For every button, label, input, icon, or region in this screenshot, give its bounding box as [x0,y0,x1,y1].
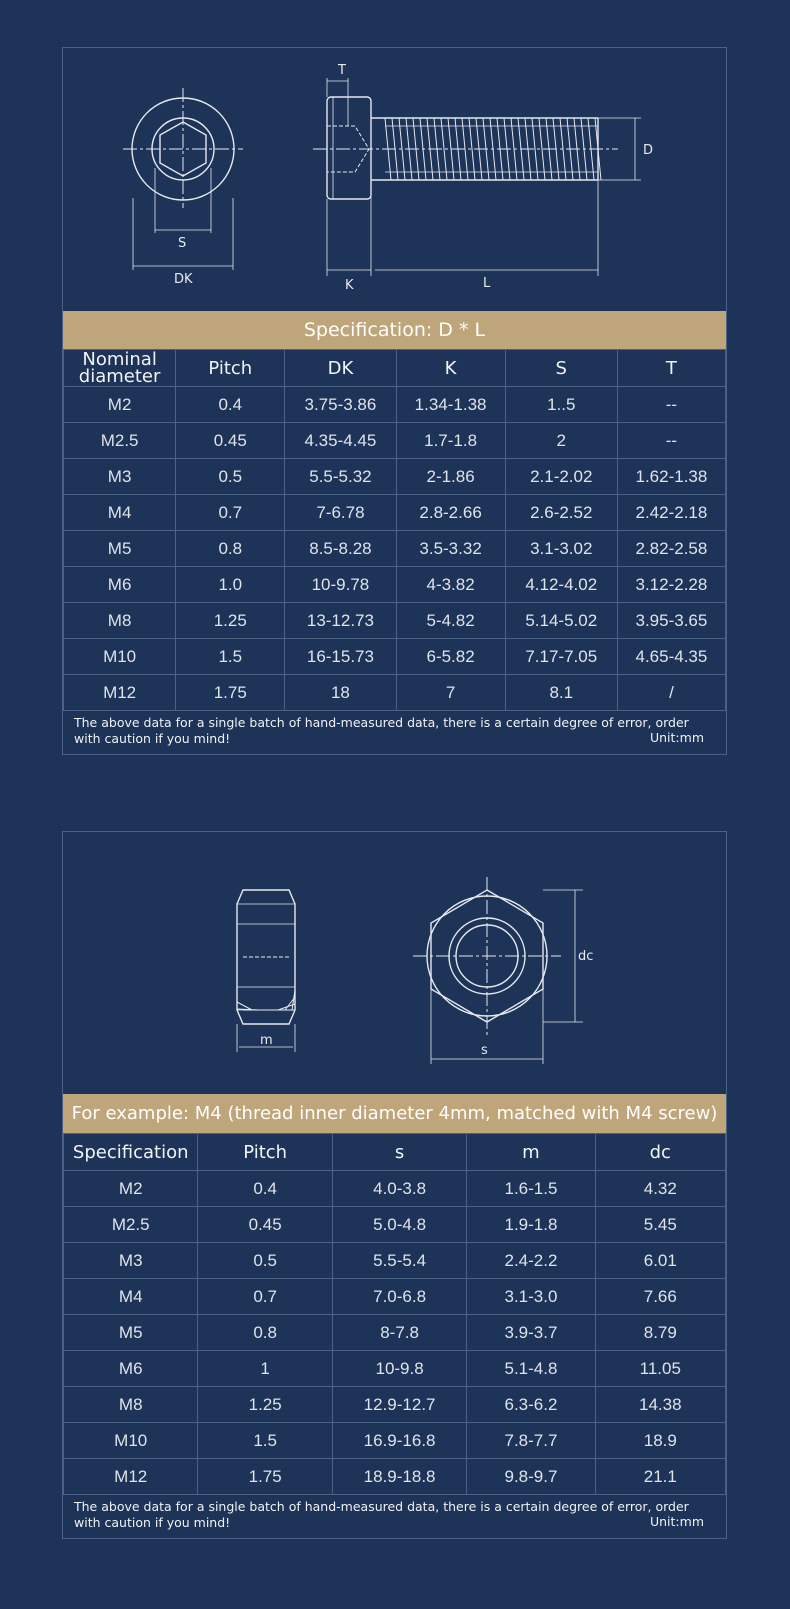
table-cell: -- [617,387,725,423]
table-cell: 6.3-6.2 [467,1387,595,1423]
table-cell: 4-3.82 [396,567,505,603]
table-cell: 1.34-1.38 [396,387,505,423]
table-cell: 3.1-3.02 [505,531,617,567]
table-row [64,423,726,459]
table-cell: 2-1.86 [396,459,505,495]
table-cell: M10 [64,639,176,675]
table-cell: 18.9-18.8 [332,1459,466,1495]
table-cell: M2 [64,387,176,423]
table-row [64,639,726,675]
table-cell: 2.4-2.2 [467,1243,595,1279]
table-cell: 7 [396,675,505,711]
table-cell: M12 [64,675,176,711]
table-row [64,603,726,639]
table-cell: 16.9-16.8 [332,1423,466,1459]
table-cell: 18 [285,675,396,711]
nut-technical-drawing [63,832,726,1094]
table-cell: 7.17-7.05 [505,639,617,675]
table-cell: M2 [64,1171,198,1207]
table-cell: 1.62-1.38 [617,459,725,495]
label-K: K [345,278,354,293]
screw-drawing [63,48,726,311]
col-header: Pitch [176,350,285,387]
table-cell: 8-7.8 [332,1315,466,1351]
nut-note [63,1495,726,1533]
label-m: m [260,1033,273,1048]
table-cell: M3 [64,459,176,495]
col-header: Pitch [198,1134,332,1171]
table-cell: 0.4 [176,387,285,423]
col-header: K [396,350,505,387]
nut-spec-band: For example: M4 (thread inner diameter 4mm, matched with M4 screw) [63,1094,726,1133]
table-row [64,1351,726,1387]
table-row [64,1459,726,1495]
table-cell: 5.14-5.02 [505,603,617,639]
table-cell: 1.5 [198,1423,332,1459]
table-cell: M10 [64,1423,198,1459]
screw-spec-table [63,349,726,711]
table-cell: 2.1-2.02 [505,459,617,495]
screw-spec-panel [62,47,727,755]
table-cell: 5.0-4.8 [332,1207,466,1243]
table-cell: 7.66 [595,1279,725,1315]
label-s: s [481,1043,488,1058]
label-DK: DK [174,272,193,287]
table-cell: 8.1 [505,675,617,711]
table-cell: 3.75-3.86 [285,387,396,423]
table-cell: 0.5 [176,459,285,495]
note-text: The above data for a single batch of hand-measured data, there is a certain degree of error, order with caution if you mind! [74,1499,689,1530]
col-header: T [617,350,725,387]
table-cell: 4.35-4.45 [285,423,396,459]
label-D: D [643,143,654,158]
table-row [64,567,726,603]
table-cell: 4.32 [595,1171,725,1207]
table-cell: 1.25 [198,1387,332,1423]
table-cell: M2.5 [64,423,176,459]
table-cell: 3.5-3.32 [396,531,505,567]
screw-note [63,711,726,749]
table-cell: 5.5-5.4 [332,1243,466,1279]
table-row [64,531,726,567]
table-cell: 2.42-2.18 [617,495,725,531]
table-cell: 0.7 [198,1279,332,1315]
table-cell: 0.5 [198,1243,332,1279]
table-cell: 1..5 [505,387,617,423]
unit-label: Unit:mm [649,730,704,745]
table-cell: 5.1-4.8 [467,1351,595,1387]
table-cell: 1.25 [176,603,285,639]
label-T: T [338,63,346,78]
table-row [64,459,726,495]
table-cell: 4.12-4.02 [505,567,617,603]
table-cell: 6.01 [595,1243,725,1279]
table-cell: 16-15.73 [285,639,396,675]
table-cell: -- [617,423,725,459]
col-header: Specification [64,1134,198,1171]
table-cell: 1.0 [176,567,285,603]
table-cell: M6 [64,1351,198,1387]
label-dc: dc [578,949,594,964]
table-row [64,1171,726,1207]
table-cell: M2.5 [64,1207,198,1243]
table-row [64,675,726,711]
nut-spec-panel [62,831,727,1539]
table-row [64,387,726,423]
table-cell: 13-12.73 [285,603,396,639]
col-header: S [505,350,617,387]
table-cell: 2.6-2.52 [505,495,617,531]
screw-technical-drawing [63,48,726,311]
screw-spec-band: Specification: D * L [63,311,726,349]
table-cell: 0.4 [198,1171,332,1207]
col-header: s [332,1134,466,1171]
table-cell: 3.12-2.28 [617,567,725,603]
table-cell: 3.9-3.7 [467,1315,595,1351]
table-cell: 14.38 [595,1387,725,1423]
table-cell: 6-5.82 [396,639,505,675]
table-cell: 0.8 [176,531,285,567]
table-cell: 1.5 [176,639,285,675]
table-cell: 2.82-2.58 [617,531,725,567]
table-cell: M8 [64,1387,198,1423]
table-cell: 7.8-7.7 [467,1423,595,1459]
table-cell: / [617,675,725,711]
table-cell: M4 [64,495,176,531]
nut-drawing [63,832,726,1094]
nut-spec-table [63,1133,726,1495]
table-cell: 4.0-3.8 [332,1171,466,1207]
table-cell: 10-9.78 [285,567,396,603]
table-cell: 3.95-3.65 [617,603,725,639]
table-cell: 2.8-2.66 [396,495,505,531]
table-cell: 10-9.8 [332,1351,466,1387]
table-cell: 11.05 [595,1351,725,1387]
table-cell: M4 [64,1279,198,1315]
table-cell: 8.5-8.28 [285,531,396,567]
table-row [64,1387,726,1423]
table-cell: 18.9 [595,1423,725,1459]
table-cell: 5-4.82 [396,603,505,639]
table-cell: 5.5-5.32 [285,459,396,495]
col-header: DK [285,350,396,387]
table-cell: 12.9-12.7 [332,1387,466,1423]
table-cell: M5 [64,1315,198,1351]
table-cell: M3 [64,1243,198,1279]
table-cell: 21.1 [595,1459,725,1495]
table-cell: M8 [64,603,176,639]
table-cell: 0.45 [176,423,285,459]
col-header: Nominal diameter [64,350,176,387]
table-cell: 4.65-4.35 [617,639,725,675]
table-cell: 8.79 [595,1315,725,1351]
table-cell: 0.7 [176,495,285,531]
table-cell: M5 [64,531,176,567]
table-cell: 1.9-1.8 [467,1207,595,1243]
col-header: dc [595,1134,725,1171]
table-row [64,1279,726,1315]
table-cell: 0.45 [198,1207,332,1243]
table-cell: 2 [505,423,617,459]
table-cell: 1.75 [198,1459,332,1495]
table-row [64,1243,726,1279]
table-cell: 5.45 [595,1207,725,1243]
table-cell: 1.75 [176,675,285,711]
table-cell: M6 [64,567,176,603]
label-L: L [483,276,491,291]
note-text: The above data for a single batch of hand-measured data, there is a certain degree of error, order with caution if you mind! [74,715,689,746]
table-cell: M12 [64,1459,198,1495]
screw-table-header [64,350,726,387]
table-row [64,495,726,531]
label-S: S [178,236,187,251]
table-row [64,1423,726,1459]
table-row [64,1207,726,1243]
table-cell: 1.7-1.8 [396,423,505,459]
table-cell: 9.8-9.7 [467,1459,595,1495]
table-row [64,1315,726,1351]
table-cell: 1.6-1.5 [467,1171,595,1207]
table-cell: 7-6.78 [285,495,396,531]
table-cell: 3.1-3.0 [467,1279,595,1315]
table-cell: 0.8 [198,1315,332,1351]
nut-table-header [64,1134,726,1171]
unit-label: Unit:mm [649,1514,704,1529]
table-cell: 1 [198,1351,332,1387]
table-cell: 7.0-6.8 [332,1279,466,1315]
col-header: m [467,1134,595,1171]
